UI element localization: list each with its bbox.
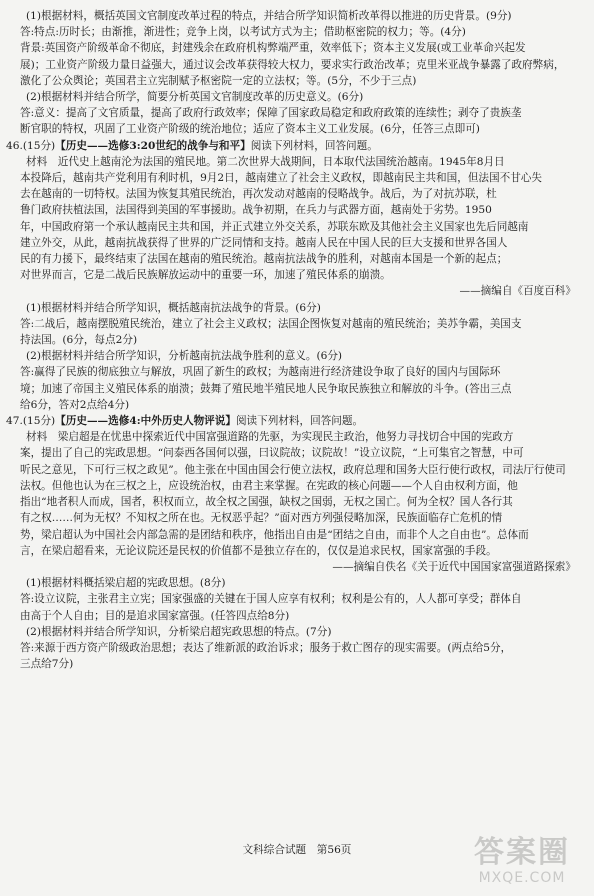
text-line: 对世界而言，它是二战后民族解放运动中的重要一环，加速了殖民体系的崩溃。 (20, 269, 391, 282)
watermark-line2: MXQE.COM (478, 870, 566, 886)
text-line: 激化了公众舆论；英国君主立宪制赋予枢密院一定的立法权；等。(5分，不少于三点) (20, 74, 417, 87)
text-line: 由高于个人自由；目的是追求国家富强。(任答四点给8分) (20, 609, 290, 622)
text-line: 指出“地者积人而成，国者，积权而立，故全权之国强，缺权之国弱，无权之国亡。何为全权？国人各行其 (20, 496, 513, 509)
text-line: 断官职的特权，巩固了工业资产阶级的统治地位；适应了资本主义工业发展。(6分，任答三点即可) (20, 123, 480, 136)
text-line: (1)根据材料概括梁启超的宪政思想。(8分) (26, 577, 226, 590)
text-line: 言，在梁启超看来，无论议院还是民权的价值都不是独立存在的，仅仅是追求民权，国家富强的手段。 (20, 544, 497, 557)
text-line: (1)根据材料并结合所学知识，概括越南抗法战争的背景。(6分) (26, 301, 321, 314)
text-line: 境；加速了帝国主义殖民体系的崩溃；鼓舞了殖民地半殖民地人民争取民族独立和解放的斗争。(答出三点 (20, 382, 512, 395)
text-line: 本投降后，越南共产党利用有利时机，9月2日，越南建立了社会主义政权，即越南民主共和国，但法国不甘心失 (20, 172, 542, 185)
text-line: 46.(15分)【历史——选修3:20世纪的战争与和平】阅读下列材料，回答问题。 (6, 139, 378, 152)
text-line: 背景:英国资产阶级革命不彻底，封建残余在政府机构弊端严重，效率低下；资本主义发展(或工业革命兴起发 (20, 42, 526, 55)
text-line: 答:设立议院，主张君主立宪；国家强盛的关键在于国人应享有权利；权利是公有的，人人都可享受；群体自 (20, 593, 522, 606)
watermark-logo (456, 836, 588, 892)
text-line: 持法国。(6分，每点2分) (20, 334, 138, 347)
text-line: 材料 近代史上越南沦为法国的殖民地。第二次世界大战期间，日本取代法国统治越南。1945年8月日 (26, 155, 505, 168)
text-line: 年，中国政府第一个承认越南民主共和国，并正式建立外交关系，苏联东欧及其他社会主义国家也先后同越南 (20, 220, 529, 233)
text-line: 展)；工业资产阶级力量日益强大，通过议会改革获得较大权力，要求实行政治改革；克里米亚战争暴露了政府弊病， (20, 58, 565, 71)
text-line: 47.(15分)【历史——选修4:中外历史人物评说】阅读下列材料，回答问题。 (6, 415, 364, 428)
text-line: 答:赢得了民族的彻底独立与解放，巩固了新生的政权；为越南进行经济建设争取了良好的国内与国际环 (20, 366, 501, 379)
text-line: ——摘编自《百度百科》 (459, 285, 576, 298)
page-footer: 文科综合试题 第56页 (242, 844, 352, 856)
text-line: 答:意义：提高了文官质量，提高了政府行政效率；保障了国家政局稳定和政府政策的连续性；剥夺了贵族垄 (20, 107, 522, 120)
text-line: 去在越南的一切特权。法国为恢复其殖民统治，再次发动对越南的侵略战争。战后，为了对抗苏联，杜 (20, 188, 497, 201)
text-line: 鲁门政府扶植法国，法国得到美国的军事援助。战争初期，在兵力与武器方面，越南处于劣势。1950 (20, 204, 492, 217)
text-line: 民的有力援下，最终结束了法国在越南的殖民统治。越南抗法战争的胜利，对越南本国是一个新的起点； (20, 253, 508, 266)
text-line: (2)根据材料并结合所学知识，分析越南抗法战争胜利的意义。(6分) (26, 350, 343, 363)
text-line: 三点给7分) (20, 658, 74, 671)
text-line: 势，梁启超认为中国社会内部急需的是团结和秩序，他指出自由是“团结之自由，而非个人之自由也”。总体而 (20, 528, 529, 541)
text-line: 听民之意见，下可行三权之政见”。他主张在中国由国会行使立法权，政府总理和国务大臣行使行政权，司法厅行使司 (20, 463, 566, 476)
text-line: ——摘编自佚名《关于近代中国国家富强道路探索》 (332, 560, 576, 573)
text-line: 答:二战后，越南摆脱殖民统治，建立了社会主义政权；法国企图恢复对越南的殖民统治；美苏争霸，美国支 (20, 317, 522, 330)
text-line: 案，提出了自己的宪政思想。“问泰西各国何以强，曰议院故；议院故！”设立议院，“上可集官之智慧，中可 (20, 447, 524, 460)
watermark-line1: 答案圈 (474, 835, 570, 870)
text-line: 法权。但他也认为在三权之上，应设统治权，由君主来掌握。在宪政的核心问题——个人自由权利方面，他 (20, 479, 518, 492)
text-line: 答:特点:历时长；由渐推，渐进性；竞争上岗，以考试方式为主；借助枢密院的权力；等。(4分) (20, 26, 466, 39)
text-line: 给6分，答对2点给4分) (20, 398, 130, 411)
exam-content (6, 8, 580, 672)
text-line: 有之权……何为无权？不知权之所在也。无权恶乎起？”面对西方列强侵略加深，民族面临存亡危机的情 (20, 512, 503, 525)
text-line: (1)根据材料，概括英国文官制度改革过程的特点，并结合所学知识简析改革得以推进的历史背景。(9分) (26, 10, 512, 22)
text-line: (2)根据材料并结合所学，简要分析英国文官制度改革的历史意义。(6分) (26, 91, 364, 104)
text-line: 建立外交，从此，越南抗战获得了世界的广泛同情和支持。越南人民在中国人民的巨大支援和世界各国人 (20, 236, 508, 249)
text-line: 答:来源于西方资产阶级政治思想；表达了维新派的政治诉求；服务于救亡图存的现实需要。(两点给5分， (20, 641, 512, 654)
text-line: 材料 梁启超是在忧患中探索近代中国富强道路的先驱，为实现民主政治，他努力寻找切合中国的宪政方 (26, 431, 514, 444)
text-line: (2)根据材料并结合所学知识，分析梁启超宪政思想的特点。(7分) (26, 625, 332, 638)
